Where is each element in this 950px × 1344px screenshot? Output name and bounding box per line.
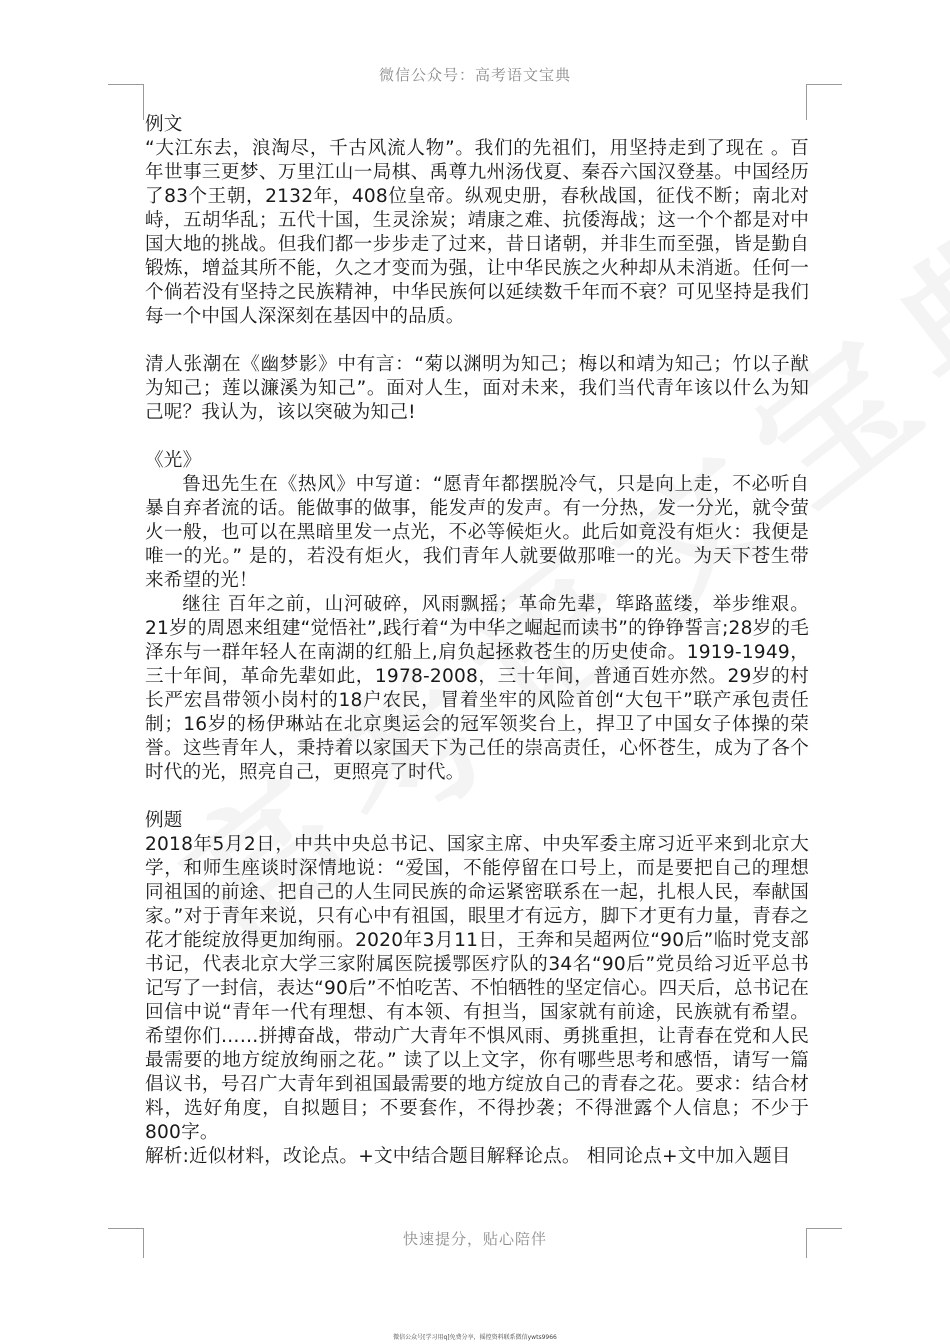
paragraph-question-material: 2018年5月2日，中共中央总书记、国家主席、中央军委主席习近平来到北京大学，和师生座谈时深情地说：“爱国，不能停留在口号上，而是要把自己的理想同祖国的前途、把自己的人生同民族的命运紧密联系在一起，扎根人民，奉献国家。”对于青年来说，只有心中有祖国，眼里才有远方，脚下才更有力量，青春之花才能绽放得更加绚丽。2020年3月11日，王奔和吴超两位“90后”临时党支部书记，代表北京大学三家附属医院援鄂医疗队的34名“90后”党员给习近平总书记写了一封信，表达“90后”不怕吃苦、不怕牺牲的坚定信心。四天后，总书记在回信中说“青年一代有理想、有本领、有担当，国家就有前途，民族就有希望。希望你们……拼搏奋战，带动广大青年不惧风雨、勇挑重担，让青春在党和人民最需要的地方绽放绚丽之花。” 读了以上文字，你有哪些思考和感悟，请写一篇倡议书，号召广大青年到祖国最需要的地方绽放自己的青春之花。要求：结合材料，选好角度，自拟题目；不要套作，不得抄袭；不得泄露个人信息；不少于800字。 (145, 834, 809, 1143)
paragraph-history: 继往 百年之前，山河破碎，风雨飘摇；革命先辈，筚路蓝缕，举步维艰。21岁的周恩来组建“觉悟社”,践行着“为中华之崛起而读书”的铮铮誓言;28岁的毛泽东与一群年轻人在南湖的红船上,肩负起拯救苍生的历史使命。1919-1949，三十年间，革命先辈如此，1978-2008，三十年间，普通百姓亦然。29岁的村长严宏昌带领小岗村的18户农民，冒着坐牢的风险首创“大包干”联产承包责任制；16岁的杨伊琳站在北京奥运会的冠军领奖台上，捍卫了中国女子体操的荣誉。这些青年人，秉持着以家国天下为己任的崇高责任，心怀苍生，成为了各个时代的光，照亮自己，更照亮了时代。 (145, 594, 809, 783)
page-footer: 快速提分，贴心陪伴 (402, 1230, 547, 1248)
essay-title: 《光》 (145, 450, 202, 471)
page-header: 微信公众号：高考语文宝典 (378, 66, 571, 84)
paragraph-youmengying: 清人张潮在《幽梦影》中有言：“菊以渊明为知己；梅以和靖为知己；竹以子猷为知己；莲以濂溪为知己”。面对人生，面对未来，我们当代青年该以什么为知己呢？我认为，该以突破为知己! (145, 354, 809, 423)
corner-mark-top-left (108, 84, 144, 85)
paragraph-persistence: “大江东去，浪淘尽，千古风流人物”。我们的先祖们，用坚持走到了现在 。百年世事三更梦、万里江山一局棋、禹尊九州汤伐夏、秦吞六国汉登基。中国经历了83个王朝，2132年，408位皇帝。纵观史册，春秋战国，征伐不断；南北对峙，五胡华乱；五代十国，生灵涂炭；靖康之难、抗倭海战；这一个个都是对中国大地的挑战。但我们都一步步走了过来，昔日诸朝，并非生而至强，皆是勤自锻炼，增益其所不能，久之才变而为强，让中华民族之火种却从未消逝。任何一个倘若没有坚持之民族精神，中华民族何以延续数千年而不衰？可见坚持是我们每一个中国人深深刻在基因中的品质。 (145, 138, 809, 327)
corner-mark-top-left-vertical (143, 84, 144, 120)
paragraph-gap (145, 785, 809, 809)
paragraph-gap (145, 425, 809, 449)
corner-mark-top-right (806, 84, 842, 85)
bottom-fine-print: 微信公众号[学习用q]免费分享，摇控资料联系微信ywts9966 (393, 1334, 557, 1341)
section-label-example: 例文 (145, 114, 183, 135)
paragraph-luxun: 鲁迅先生在《热风》中写道：“愿青年都摆脱冷气，只是向上走，不必听自暴自弃者流的话。能做事的做事，能发声的发声。有一分热，发一分光，就令萤火一般，也可以在黑暗里发一点光，不必等候炬火。此后如竟没有炬火：我便是唯一的光。” 是的，若没有炬火，我们青年人就要做那唯一的光。为天下苍生带来希望的光！ (145, 474, 809, 591)
paragraph-gap (145, 329, 809, 353)
paragraph-analysis: 解析:近似材料，改论点。+文中结合题目解释论点。 相同论点+文中加入题目 (145, 1146, 791, 1167)
document-body (145, 113, 809, 1169)
section-label-question: 例题 (145, 810, 183, 831)
